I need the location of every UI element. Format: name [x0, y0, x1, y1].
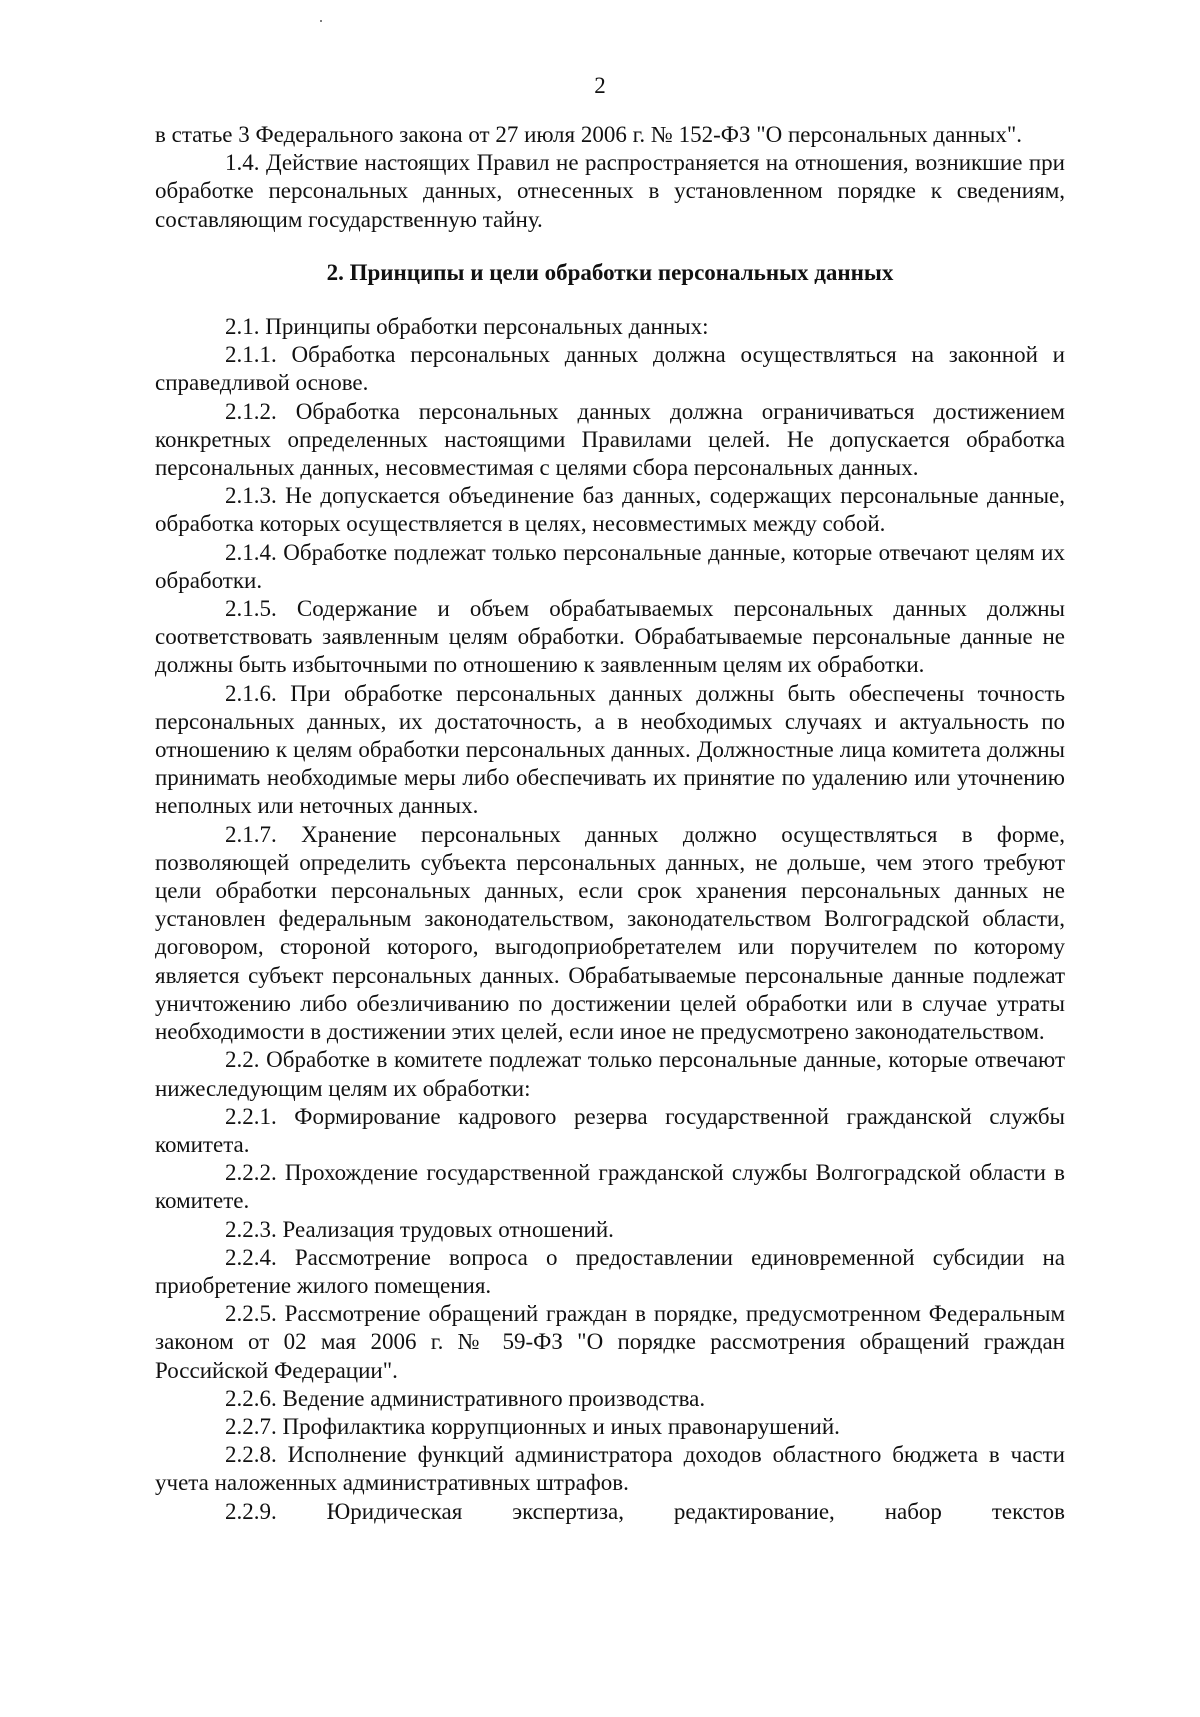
list-item: 2.2.8. Исполнение функций администратора доходов областного бюджета в части учета наложенных административных штрафов.	[155, 1442, 1065, 1496]
list-item: 2.2.1. Формирование кадрового резерва государственной гражданской службы комитета.	[155, 1103, 1065, 1157]
paragraph: 1.4. Действие настоящих Правил не распространяется на отношения, возникшие при обработке персональных данных, отнесенных в установленном порядке к сведениям, составляющим государственную тайну.	[155, 150, 1065, 232]
list-item: 2.1.7. Хранение персональных данных должно осуществляться в форме, позволяющей определить субъекта персональных данных, не дольше, чем этого требуют цели обработки персональных данных, если срок хранения персональных данных не установлен федеральным законодательством, законодательством Волгоградской области, договором, стороной которого, выгодоприобретателем или поручителем по которому является субъект персональных данных. Обрабатываемые персональные данные подлежат уничтожению либо обезличиванию по достижении целей обработки или в случае утраты необходимости в достижении этих целей, если иное не предусмотрено законодательством.	[155, 821, 1065, 1045]
section-heading: 2. Принципы и цели обработки персональных данных	[326, 259, 894, 285]
page-number: 2	[594, 73, 606, 98]
list-item: 2.1.5. Содержание и объем обрабатываемых персональных данных должны соответствовать заявленным целям обработки. Обрабатываемые персональные данные не должны быть избыточными по отношению к заявленным целям их обработки.	[155, 596, 1065, 678]
list-item: 2.2.4. Рассмотрение вопроса о предоставлении единовременной субсидии на приобретение жилого помещения.	[155, 1244, 1065, 1298]
list-item: 2.2.5. Рассмотрение обращений граждан в порядке, предусмотренном Федеральным законом от 02 мая 2006 г. № 59-ФЗ "О порядке рассмотрения обращений граждан Российской Федерации".	[155, 1301, 1065, 1383]
list-item: 2.2. Обработке в комитете подлежат только персональные данные, которые отвечают нижеследующим целям их обработки:	[155, 1047, 1065, 1101]
list-item: 2.1.6. При обработке персональных данных должны быть обеспечены точность персональных данных, их достаточность, а в необходимых случаях и актуальность по отношению к целям обработки персональных данных. Должностные лица комитета должны принимать необходимые меры либо обеспечивать их принятие по удалению или уточнению неполных или неточных данных.	[155, 680, 1065, 819]
list-item: 2.1.1. Обработка персональных данных должна осуществляться на законной и справедливой основе.	[155, 342, 1065, 396]
document-body	[155, 121, 1065, 1526]
list-item: 2.2.6. Ведение административного производства.	[225, 1385, 706, 1411]
list-item: 2.2.3. Реализация трудовых отношений.	[225, 1216, 614, 1242]
list-item: 2.1. Принципы обработки персональных данных:	[225, 314, 709, 340]
paragraph: в статье 3 Федерального закона от 27 июля 2006 г. № 152-ФЗ "О персональных данных".	[155, 122, 1023, 147]
list-item: 2.1.2. Обработка персональных данных должна ограничиваться достижением конкретных определенных настоящими Правилами целей. Не допускается обработка персональных данных, несовместимая с целями сбора персональных данных.	[155, 398, 1065, 481]
list-item: 2.1.4. Обработке подлежат только персональные данные, которые отвечают целям их обработки.	[155, 539, 1065, 593]
list-item: 2.2.2. Прохождение государственной гражданской службы Волгоградской области в комитете.	[155, 1160, 1065, 1214]
scan-artifact	[320, 20, 322, 22]
list-item: 2.1.3. Не допускается объединение баз данных, содержащих персональные данные, обработка которых осуществляется в целях, несовместимых между собой.	[155, 483, 1065, 537]
list-item: 2.2.7. Профилактика коррупционных и иных правонарушений.	[225, 1413, 840, 1439]
list-item: 2.2.9. Юридическая экспертиза, редактирование, набор текстов	[225, 1498, 1065, 1524]
